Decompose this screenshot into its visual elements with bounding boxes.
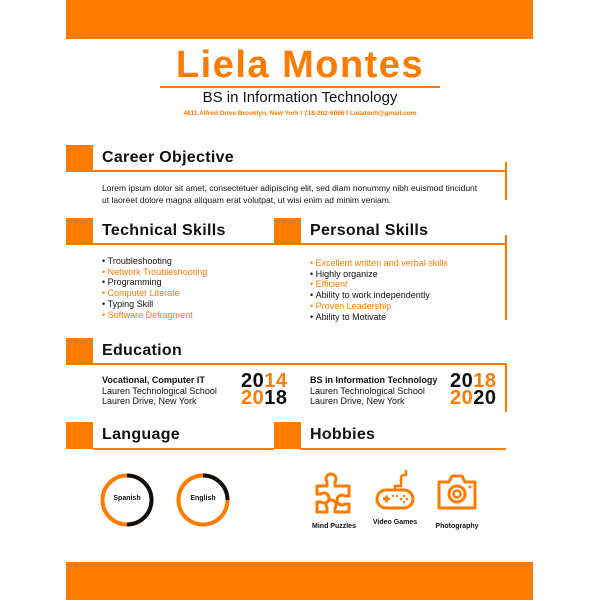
education-entry-2 [310, 375, 437, 407]
list-item: • Proven Leadership [310, 301, 448, 312]
hobbies-heading: Hobbies [310, 426, 376, 443]
camera-icon [436, 472, 478, 514]
personal-skills-side-rule [505, 235, 507, 320]
list-item: • Network Troubleshooting [102, 267, 207, 278]
career-objective-heading: Career Objective [102, 149, 234, 166]
language-label: Spanish [113, 495, 141, 502]
language-heading: Language [102, 426, 180, 443]
hobbies-divider [300, 448, 506, 450]
list-item: • Efficient [310, 279, 448, 290]
list-item: • Troubleshooting [102, 256, 207, 267]
language-label: English [190, 495, 216, 502]
list-item: • Software Defragment [102, 310, 207, 321]
career-objective-text: Lorem ipsum dolor sit amet, consectetuer adipiscing elit, sed diam nonummy nibh euismod tincidunt ut laoreet dolore magna aliquam erat volutpat, ut wisi enim ad minim veniam. [102, 183, 478, 205]
education-school: Lauren Technological School [310, 385, 425, 396]
list-item: • Highly organize [310, 269, 448, 280]
personal-skills-heading: Personal Skills [310, 222, 429, 239]
list-item: • Typing Skill [102, 299, 207, 310]
hobbies-marker [274, 422, 301, 449]
career-objective-side-rule [505, 162, 507, 200]
education-years-1: 2014 2018 [241, 370, 288, 409]
personal-skills-divider [300, 243, 506, 245]
education-years-2: 2018 2020 [450, 370, 497, 409]
hobby-label: Mind Puzzles [312, 523, 356, 530]
technical-skills-list [102, 256, 207, 320]
hobby-photography [425, 472, 489, 530]
list-item: • Programming [102, 277, 207, 288]
top-banner [66, 0, 533, 39]
technical-skills-divider [93, 243, 274, 245]
hobby-mind-puzzles [302, 472, 366, 530]
education-address: Lauren Drive, New York [310, 396, 405, 406]
education-school: Lauren Technological School [102, 385, 217, 396]
hobby-label: Photography [435, 523, 479, 530]
contact-info: 4811 Alfred Drive Brooklyn, New York I 718-202-6066 I Lielatech@gmail.com [183, 110, 417, 117]
language-divider [93, 448, 274, 450]
language-ring-spanish [100, 473, 154, 527]
education-marker [66, 338, 93, 365]
career-objective-divider [93, 170, 506, 172]
puzzle-icon [313, 472, 355, 514]
education-heading: Education [102, 342, 183, 359]
technical-skills-marker [66, 218, 93, 245]
personal-skills-marker [274, 218, 301, 245]
hobby-video-games [363, 468, 427, 526]
gamepad-icon [373, 468, 417, 514]
resume-title: BS in Information Technology [202, 89, 398, 106]
language-ring-english [176, 473, 230, 527]
education-degree: BS in Information Technology [310, 375, 438, 385]
education-degree: Vocational, Computer IT [102, 375, 205, 385]
personal-skills-list [310, 258, 448, 322]
list-item: • Computer Literate [102, 288, 207, 299]
list-item: • Excellent written and verbal skills [310, 258, 448, 269]
education-entry-1 [102, 375, 217, 407]
resume-name: Liela Montes [175, 44, 425, 86]
technical-skills-heading: Technical Skills [102, 222, 226, 239]
list-item: • Ability to Motivate [310, 312, 448, 323]
bottom-banner [66, 562, 533, 600]
career-objective-marker [66, 145, 93, 172]
list-item: • Ability to work independently [310, 290, 448, 301]
education-side-rule [505, 363, 507, 412]
hobby-label: Video Games [372, 519, 418, 526]
language-marker [66, 422, 93, 449]
education-divider [93, 363, 506, 365]
name-underline [160, 86, 440, 88]
education-address: Lauren Drive, New York [102, 396, 197, 406]
